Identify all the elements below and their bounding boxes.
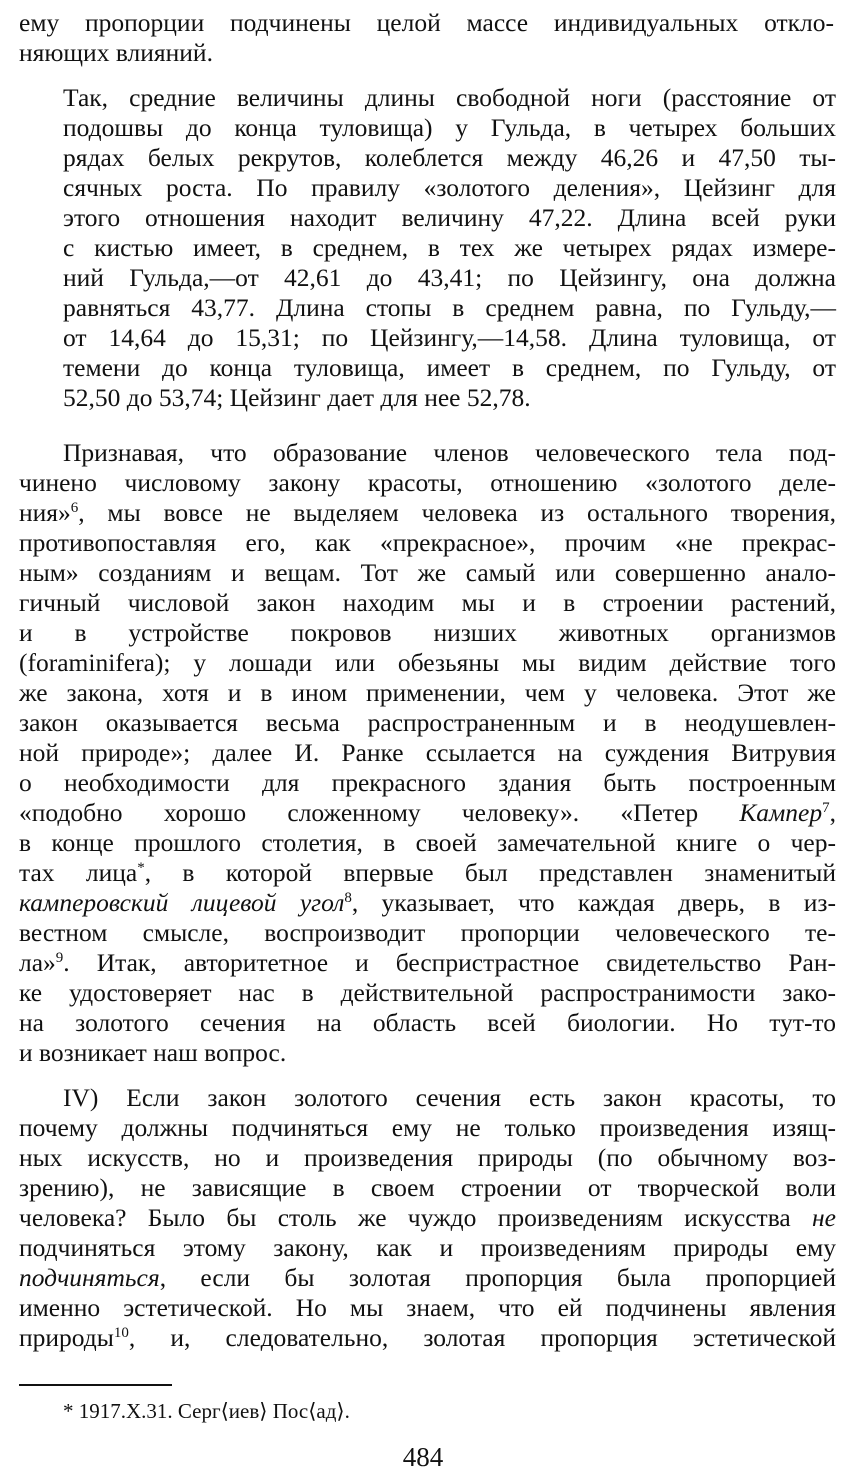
text-line: гичный числовой закон находим мы и в строении растений, — [19, 588, 836, 617]
text-run: , если бы золотая пропорция была пропорцией — [159, 1263, 836, 1292]
text-line: и возникает наш вопрос. — [19, 1038, 287, 1067]
footnote-ref: 7 — [822, 800, 830, 816]
text-line: IV) Если закон золотого сечения есть закон красоты, то — [63, 1083, 836, 1112]
footnote-ref: 9 — [55, 950, 64, 966]
quote-line: Так, средние величины длины свободной ноги (расстояние от — [63, 83, 836, 112]
text-run: , мы вовсе не выделяем человека из остального творения, — [78, 498, 836, 527]
quote-line: от 14,64 до 15,31; по Цейзингу,—14,58. Длина туловища, от — [63, 323, 836, 352]
text-line — [19, 948, 836, 978]
quote-line: рядах белых рекрутов, колеблется между 46,26 и 47,50 ты- — [63, 143, 836, 172]
quote-line: сячных роста. По правилу «золотого деления», Цейзинг для — [63, 173, 836, 202]
italic-word: подчиняться — [19, 1263, 160, 1292]
text-line: (foraminifera); у лошади или обезьяны мы видим действие того — [19, 648, 836, 677]
text-line: противопоставляя его, как «прекрасное», прочим «не прекрас- — [19, 528, 836, 557]
text-line: закон оказывается весьма распространенным и в неодушевлен- — [19, 708, 836, 737]
quote-line: с кистью имеет, в среднем, в тех же четырех рядах измере- — [63, 233, 836, 262]
text-line: почему должны подчиняться ему не только произведения изящ- — [19, 1113, 836, 1142]
text-line: ке удостоверяет нас в действительной распространимости зако- — [19, 978, 836, 1007]
footnote-ref: 8 — [344, 890, 352, 906]
text-run: , указывает, что каждая дверь, в из- — [351, 888, 836, 917]
quote-line: подошвы до конца туловища) у Гульда, в четырех больших — [63, 113, 836, 142]
footnote-ref: * — [137, 860, 145, 876]
text-run: тах лица — [19, 858, 138, 887]
italic-name: Кампер — [739, 798, 823, 827]
text-line: о необходимости для прекрасного здания быть построенным — [19, 768, 836, 797]
quote-line: этого отношения находит величину 47,22. Длина всей руки — [63, 203, 836, 232]
page-number: 484 — [402, 1442, 444, 1472]
quote-line: темени до конца туловища, имеет в среднем, по Гульду, от — [63, 353, 836, 382]
text-line — [19, 858, 836, 888]
footnote-ref: 10 — [113, 1325, 129, 1341]
footnote-divider — [19, 1384, 172, 1386]
text-line: и в устройстве покровов низших животных организмов — [19, 618, 836, 647]
text-run: , в которой впервые был представлен знаменитый — [144, 858, 836, 887]
text-run: природы — [19, 1323, 114, 1352]
text-line: именно эстетической. Но мы знаем, что ей подчинены явления — [19, 1293, 836, 1322]
text-line — [19, 888, 836, 918]
footnote: * 1917.X.31. Серг⟨иев⟩ Пос⟨ад⟩. — [63, 1399, 350, 1423]
text-line: ным» созданиям и вещам. Тот же самый или совершенно анало- — [19, 558, 836, 587]
text-run: ла» — [19, 948, 56, 977]
text-line — [19, 1323, 836, 1353]
text-line — [19, 498, 836, 528]
text-run: ния» — [19, 498, 71, 527]
text-line: в конце прошлого столетия, в своей замечательной книге о чер- — [19, 828, 836, 857]
text-line: ему пропорции подчинены целой массе индивидуальных откло- — [19, 8, 834, 37]
italic-term: камперовский лицевой угол — [19, 888, 345, 917]
quote-line: ний Гульда,—от 42,61 до 43,41; по Цейзингу, она должна — [63, 263, 836, 292]
text-line — [19, 1203, 836, 1233]
text-run: , — [829, 798, 836, 827]
text-line: зрению), не зависящие в своем строении от творческой воли — [19, 1173, 836, 1202]
text-line — [19, 798, 836, 828]
text-line: ной природе»; далее И. Ранке ссылается на суждения Витрувия — [19, 738, 836, 767]
text-run: человека? Было бы столь же чуждо произведениям искусства — [19, 1203, 813, 1232]
text-run: «подобно хорошо сложенному человеку». «Петер — [19, 798, 740, 827]
text-line: же закона, хотя и в ином применении, чем у человека. Этот же — [19, 678, 836, 707]
italic-word: не — [812, 1203, 836, 1232]
quote-line: 52,50 до 53,74; Цейзинг дает для нее 52,78. — [63, 383, 531, 412]
text-line — [19, 1263, 836, 1293]
footnote-ref: 6 — [70, 500, 79, 516]
text-run: , и, следовательно, золотая пропорция эстетической — [128, 1323, 836, 1352]
text-line: чинено числовому закону красоты, отношению «золотого деле- — [19, 468, 836, 497]
text-line: подчиняться этому закону, как и произведениям природы ему — [19, 1233, 836, 1262]
quote-line: равняться 43,77. Длина стопы в среднем равна, по Гульду,— — [63, 293, 836, 322]
text-line: на золотого сечения на область всей биологии. Но тут-то — [19, 1008, 836, 1037]
text-run: . Итак, авторитетное и беспристрастное свидетельство Ран- — [63, 948, 836, 977]
text-line: няющих влияний. — [19, 38, 213, 67]
text-line: Признавая, что образование членов человеческого тела под- — [63, 438, 836, 467]
text-line: вестном смысле, воспроизводит пропорции человеческого те- — [19, 918, 836, 947]
text-line: ных искусств, но и произведения природы (по обычному воз- — [19, 1143, 836, 1172]
